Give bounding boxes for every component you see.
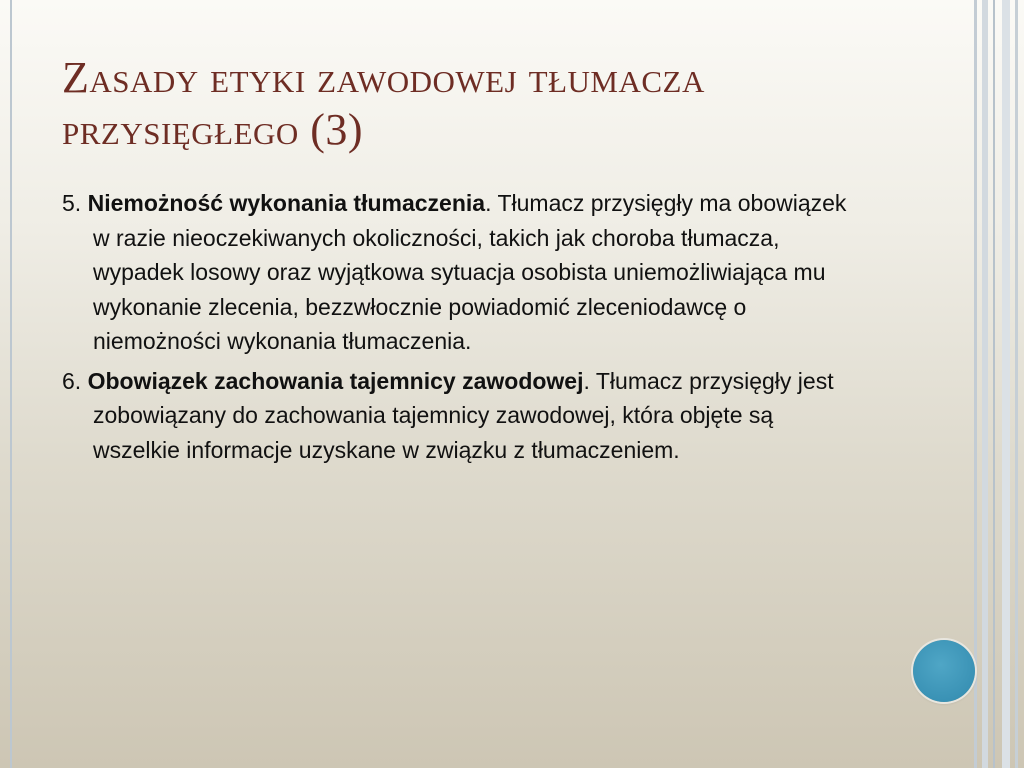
item-heading: Niemożność wykonania tłumaczenia bbox=[87, 190, 486, 216]
slide-content bbox=[62, 186, 862, 472]
list-item bbox=[62, 186, 862, 359]
item-number: 6. bbox=[62, 367, 82, 394]
item-body: . Tłumacz przysięgły ma obowiązek w razie nieoczekiwanych okoliczności, takich jak choroba tłumacza, wypadek losowy oraz wyjątkowa sytuacja osobista uniemożliwiająca mu wykonanie zlecenia, bezzwłocznie powiadomić zleceniodawcę o niemożności wykonania tłumaczenia. bbox=[93, 190, 847, 354]
item-body: . Tłumacz przysięgły jest zobowiązany do zachowania tajemnicy zawodowej, która objęte są wszelkie informacje uzyskane w związku z tłumaczeniem. bbox=[93, 367, 834, 463]
item-heading: Obowiązek zachowania tajemnicy zawodowej bbox=[87, 367, 584, 394]
stripe bbox=[1015, 0, 1018, 768]
left-decorative-rule bbox=[10, 0, 12, 768]
stripe bbox=[974, 0, 977, 768]
decorative-circle bbox=[913, 640, 975, 702]
item-number: 5. bbox=[62, 190, 82, 216]
stripe bbox=[993, 0, 995, 768]
slide-title: Zasady etyki zawodowej tłumacza przysięgłego (3) bbox=[62, 53, 705, 154]
list-item bbox=[62, 364, 862, 468]
right-decorative-stripes bbox=[974, 0, 1024, 768]
stripe bbox=[1002, 0, 1010, 768]
stripe bbox=[982, 0, 988, 768]
